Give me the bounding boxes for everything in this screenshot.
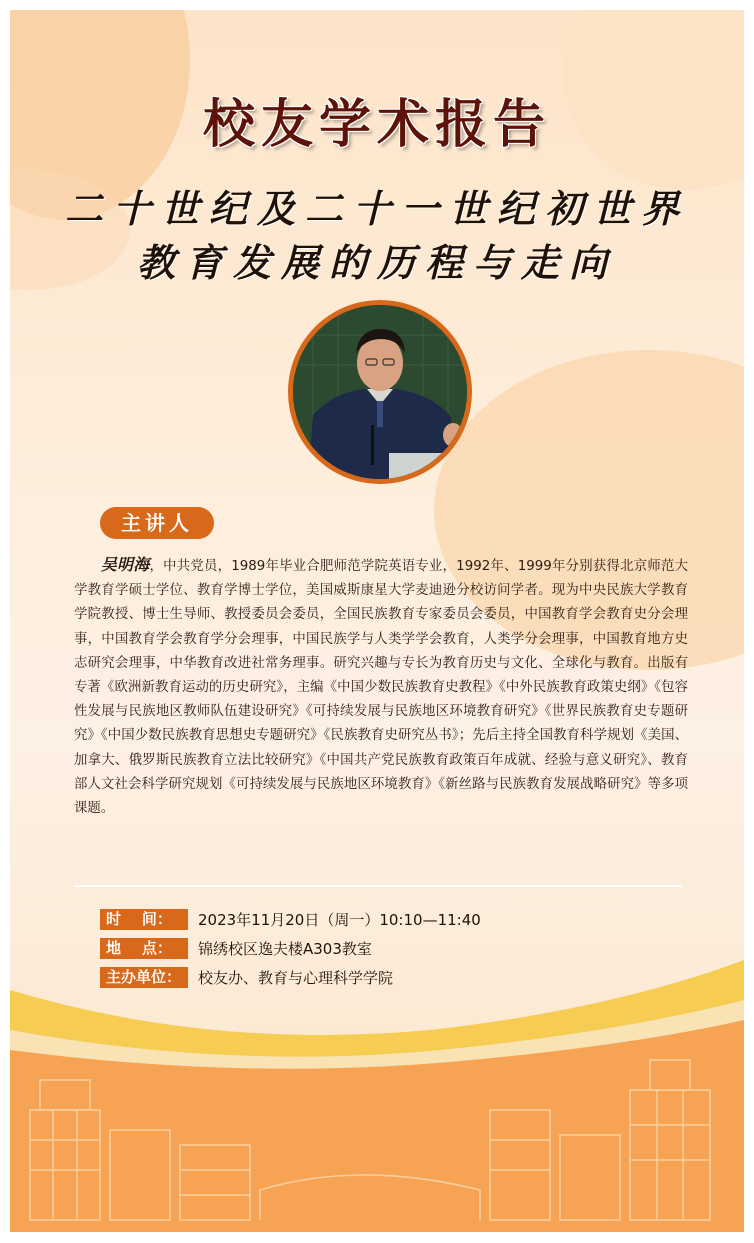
speaker-bio [74,553,688,821]
poster [10,10,744,1232]
location-label: 地 点： [100,938,188,959]
speaker-photo [293,305,467,479]
time-value: 2023年11月20日（周一）10:10—11:40 [198,910,481,929]
speaker-label: 主讲人 [100,507,214,539]
time-label: 时 间： [100,909,188,930]
location-value: 锦绣校区逸夫楼A303教室 [198,939,372,958]
location-row [100,937,372,959]
poster-subtitle-line1: 二十世纪及二十一世纪初世界 [64,186,689,231]
speaker-photo-frame [288,300,472,484]
speaker-photo-image [293,305,467,479]
poster-title: 校友学术报告 [202,94,551,155]
speaker-name: 吴明海 [100,555,150,574]
speaker-bio-text: ，中共党员，1989年毕业合肥师范学院英语专业，1992年、1999年分别获得北京师范大学教育学硕士学位、教育学博士学位，美国威斯康星大学麦迪逊分校访问学者。现为中央民族大学教育学院教授、博士生导师、教授委员会委员，全国民族教育专家委员会委员，中国教育学会教育史分会理事，中国教育学会教育学分会理事，中国民族学与人类学学会教育，人类学分会理事，中国教育地方史志研究会理事，中华教育改进社常务理事。研究兴趣与专长为教育历史与文化、全球化与教育。出版有专著《欧洲新教育运动的历史研究》，主编《中国少数民族教育史教程》《中外民族教育政策史纲》《包容性发展与民族地区教师队伍建设研究》《可持续发展与民族地区环境教育研究》《世界民族教育史专题研究》《中国少数民族教育思想史专题研究》《民族教育史研究丛书》；先后主持全国教育科学规划《美国、加拿大、俄罗斯民族教育立法比较研究》《中国共产党民族教育政策百年成就、经验与意义研究》、教育部人文社会科学研究规划《可持续发展与民族地区环境教育》《新丝路与民族教育发展战略研究》等多项课题。 [74,559,688,817]
host-value: 校友办、教育与心理科学学院 [198,968,394,987]
poster-subtitle-line2: 教育发展的历程与走向 [136,240,617,285]
host-label: 主办单位： [100,967,188,988]
time-row [100,908,481,930]
campus-wave-decoration [10,960,744,1232]
divider [74,885,682,887]
